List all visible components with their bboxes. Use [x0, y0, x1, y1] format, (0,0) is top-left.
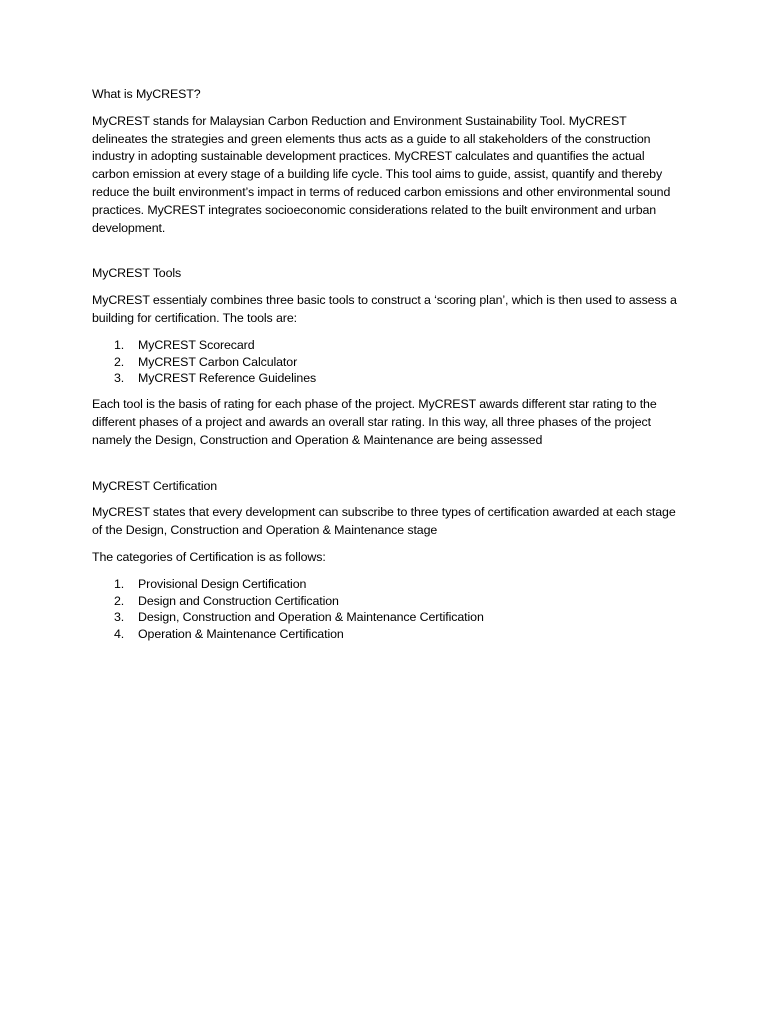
document-page: [92, 86, 682, 652]
section-tools: [92, 265, 682, 449]
list-number: 1.: [114, 337, 125, 352]
section-spacer: [92, 246, 682, 265]
list-item-text: MyCREST Reference Guidelines: [138, 371, 317, 386]
list-item: [92, 593, 682, 610]
list-item-text: Design and Construction Certification: [138, 593, 339, 608]
section-heading: MyCREST Certification: [92, 478, 218, 493]
list-item-text: Design, Construction and Operation & Maintenance Certification: [138, 610, 484, 625]
list-item: [92, 370, 682, 387]
paragraph: MyCREST stands for Malaysian Carbon Reduction and Environment Sustainability Tool. MyCREST delineates the strategies and green elements thus acts as a guide to all stakeholders of the construction industry in adopting sustainable development practices. MyCREST calculates and quantifies the actual carbon emission at every stage of a building life cycle. This tool aims to guide, assist, quantify and thereby reduce the built environment’s impact in terms of reduced carbon emissions and other environmental sound practices. MyCREST integrates socioeconomic considerations related to the built environment and urban development.: [92, 113, 671, 235]
section-heading: What is MyCREST?: [92, 87, 201, 101]
list-item: [92, 337, 682, 354]
paragraph: Each tool is the basis of rating for each phase of the project. MyCREST awards different star rating to the different phases of a project and awards an overall star rating. In this way, all three phases of the project namely the Design, Construction and Operation & Maintenance are being assessed: [92, 397, 657, 447]
certification-list: [92, 576, 682, 643]
section-certification: [92, 478, 682, 643]
section-heading: MyCREST Tools: [92, 266, 182, 281]
list-item-text: Provisional Design Certification: [138, 576, 307, 591]
paragraph: MyCREST essentialy combines three basic tools to construct a ‘scoring plan’, which is then used to assess a building for certification. The tools are:: [92, 293, 677, 325]
list-item: [92, 576, 682, 593]
list-item-text: Operation & Maintenance Certification: [138, 627, 344, 642]
paragraph: MyCREST states that every development can subscribe to three types of certification awarded at each stage of the Design, Construction and Operation & Maintenance stage: [92, 505, 676, 538]
paragraph: The categories of Certification is as follows:: [92, 549, 326, 564]
list-number: 3.: [114, 610, 125, 625]
list-item-text: MyCREST Scorecard: [138, 337, 255, 352]
list-item: [92, 354, 682, 371]
list-number: 2.: [114, 593, 125, 608]
list-item: [92, 626, 682, 643]
list-number: 1.: [114, 576, 125, 591]
list-number: 3.: [114, 371, 125, 386]
tools-list: [92, 337, 682, 387]
section-spacer: [92, 459, 682, 478]
list-item: [92, 609, 682, 626]
list-number: 2.: [114, 354, 125, 369]
section-what-is: [92, 86, 682, 237]
list-number: 4.: [114, 627, 125, 642]
list-item-text: MyCREST Carbon Calculator: [138, 354, 298, 369]
